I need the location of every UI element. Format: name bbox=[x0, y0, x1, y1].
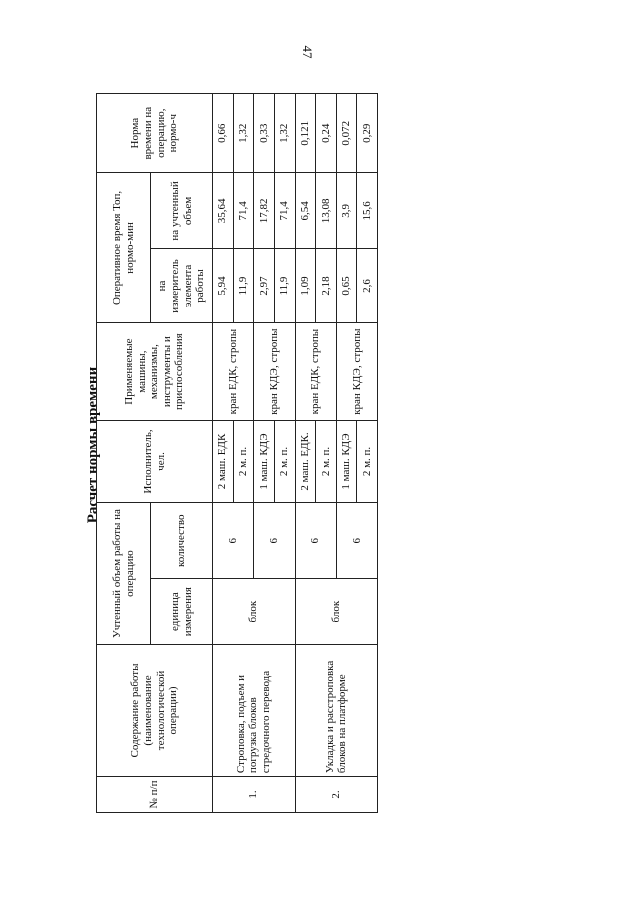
table-row bbox=[213, 94, 234, 813]
header-optime-group: Оперативное время Топ, нормо-мин bbox=[97, 173, 151, 323]
row-per-unit: 2,18 bbox=[316, 249, 337, 323]
row-executor: 2 м. п. bbox=[233, 420, 254, 502]
row-norm: 0,24 bbox=[316, 94, 337, 173]
header-norm: Норма времени на операцию, нормо-ч bbox=[97, 94, 213, 173]
row-norm: 0,33 bbox=[254, 94, 275, 173]
row-quantity: 6 bbox=[295, 503, 336, 579]
row-per-volume: 35,64 bbox=[213, 173, 234, 249]
row-per-unit: 1,09 bbox=[295, 249, 316, 323]
header-num: № п/п bbox=[97, 777, 213, 813]
header-machines: Применяемые машины, механизмы, инструменты и приспособления bbox=[97, 323, 213, 420]
row-norm: 0,66 bbox=[213, 94, 234, 173]
norm-table bbox=[96, 93, 378, 813]
row-norm: 0,072 bbox=[336, 94, 357, 173]
row-num: 2. bbox=[295, 777, 378, 813]
header-per-volume: на учтенный объем bbox=[151, 173, 213, 249]
row-unit: блок bbox=[213, 579, 296, 645]
row-quantity: 6 bbox=[254, 503, 295, 579]
row-machines: кран ЕДК, стропы bbox=[213, 323, 254, 420]
row-executor: 2 м. п. bbox=[316, 420, 337, 502]
row-executor: 2 м. п. bbox=[357, 420, 378, 502]
row-per-unit: 5,94 bbox=[213, 249, 234, 323]
norm-table-container bbox=[96, 93, 378, 813]
row-executor: 1 маш. КДЭ bbox=[336, 420, 357, 502]
page-title: Расчет нормы времени bbox=[85, 366, 101, 524]
header-quantity: количество bbox=[151, 503, 213, 579]
row-num: 1. bbox=[213, 777, 296, 813]
row-norm: 1,32 bbox=[274, 94, 295, 173]
row-per-volume: 17,82 bbox=[254, 173, 275, 249]
row-executor: 2 маш. ЕДК. bbox=[295, 420, 316, 502]
row-per-unit: 0,65 bbox=[336, 249, 357, 323]
row-executor: 1 маш. КДЭ bbox=[254, 420, 275, 502]
row-machines: кран КДЭ, стропы bbox=[336, 323, 377, 420]
row-per-volume: 71,4 bbox=[233, 173, 254, 249]
header-executor: Исполнитель, чел. bbox=[97, 420, 213, 502]
row-content: Укладка и расстроповка блоков на платформе bbox=[295, 644, 378, 776]
row-norm: 0,29 bbox=[357, 94, 378, 173]
header-unit: единица измерения bbox=[151, 579, 213, 645]
page-number: 47 bbox=[300, 45, 315, 59]
row-unit: блок bbox=[295, 579, 378, 645]
row-norm: 1,32 bbox=[233, 94, 254, 173]
row-executor: 2 м. п. bbox=[274, 420, 295, 502]
row-per-volume: 13,08 bbox=[316, 173, 337, 249]
row-machines: кран ЕДК, стропы bbox=[295, 323, 336, 420]
row-per-unit: 2,97 bbox=[254, 249, 275, 323]
row-quantity: 6 bbox=[336, 503, 377, 579]
row-per-volume: 6,54 bbox=[295, 173, 316, 249]
header-volume-group: Учтенный объем работы на операцию bbox=[97, 503, 151, 645]
row-norm: 0,121 bbox=[295, 94, 316, 173]
header-content: Содержание работы (наименование технологической операции) bbox=[97, 644, 213, 776]
row-machines: кран КДЭ, стропы bbox=[254, 323, 295, 420]
row-quantity: 6 bbox=[213, 503, 254, 579]
row-per-volume: 3,9 bbox=[336, 173, 357, 249]
row-executor: 2 маш. ЕДК bbox=[213, 420, 234, 502]
table-row bbox=[295, 94, 316, 813]
row-per-unit: 2,6 bbox=[357, 249, 378, 323]
row-per-unit: 11,9 bbox=[274, 249, 295, 323]
row-per-unit: 11,9 bbox=[233, 249, 254, 323]
row-content: Строповка, подъем и погрузка блоков стредочного перевода bbox=[213, 644, 296, 776]
header-per-unit: на измеритель элемента работы bbox=[151, 249, 213, 323]
row-per-volume: 15,6 bbox=[357, 173, 378, 249]
row-per-volume: 71,4 bbox=[274, 173, 295, 249]
